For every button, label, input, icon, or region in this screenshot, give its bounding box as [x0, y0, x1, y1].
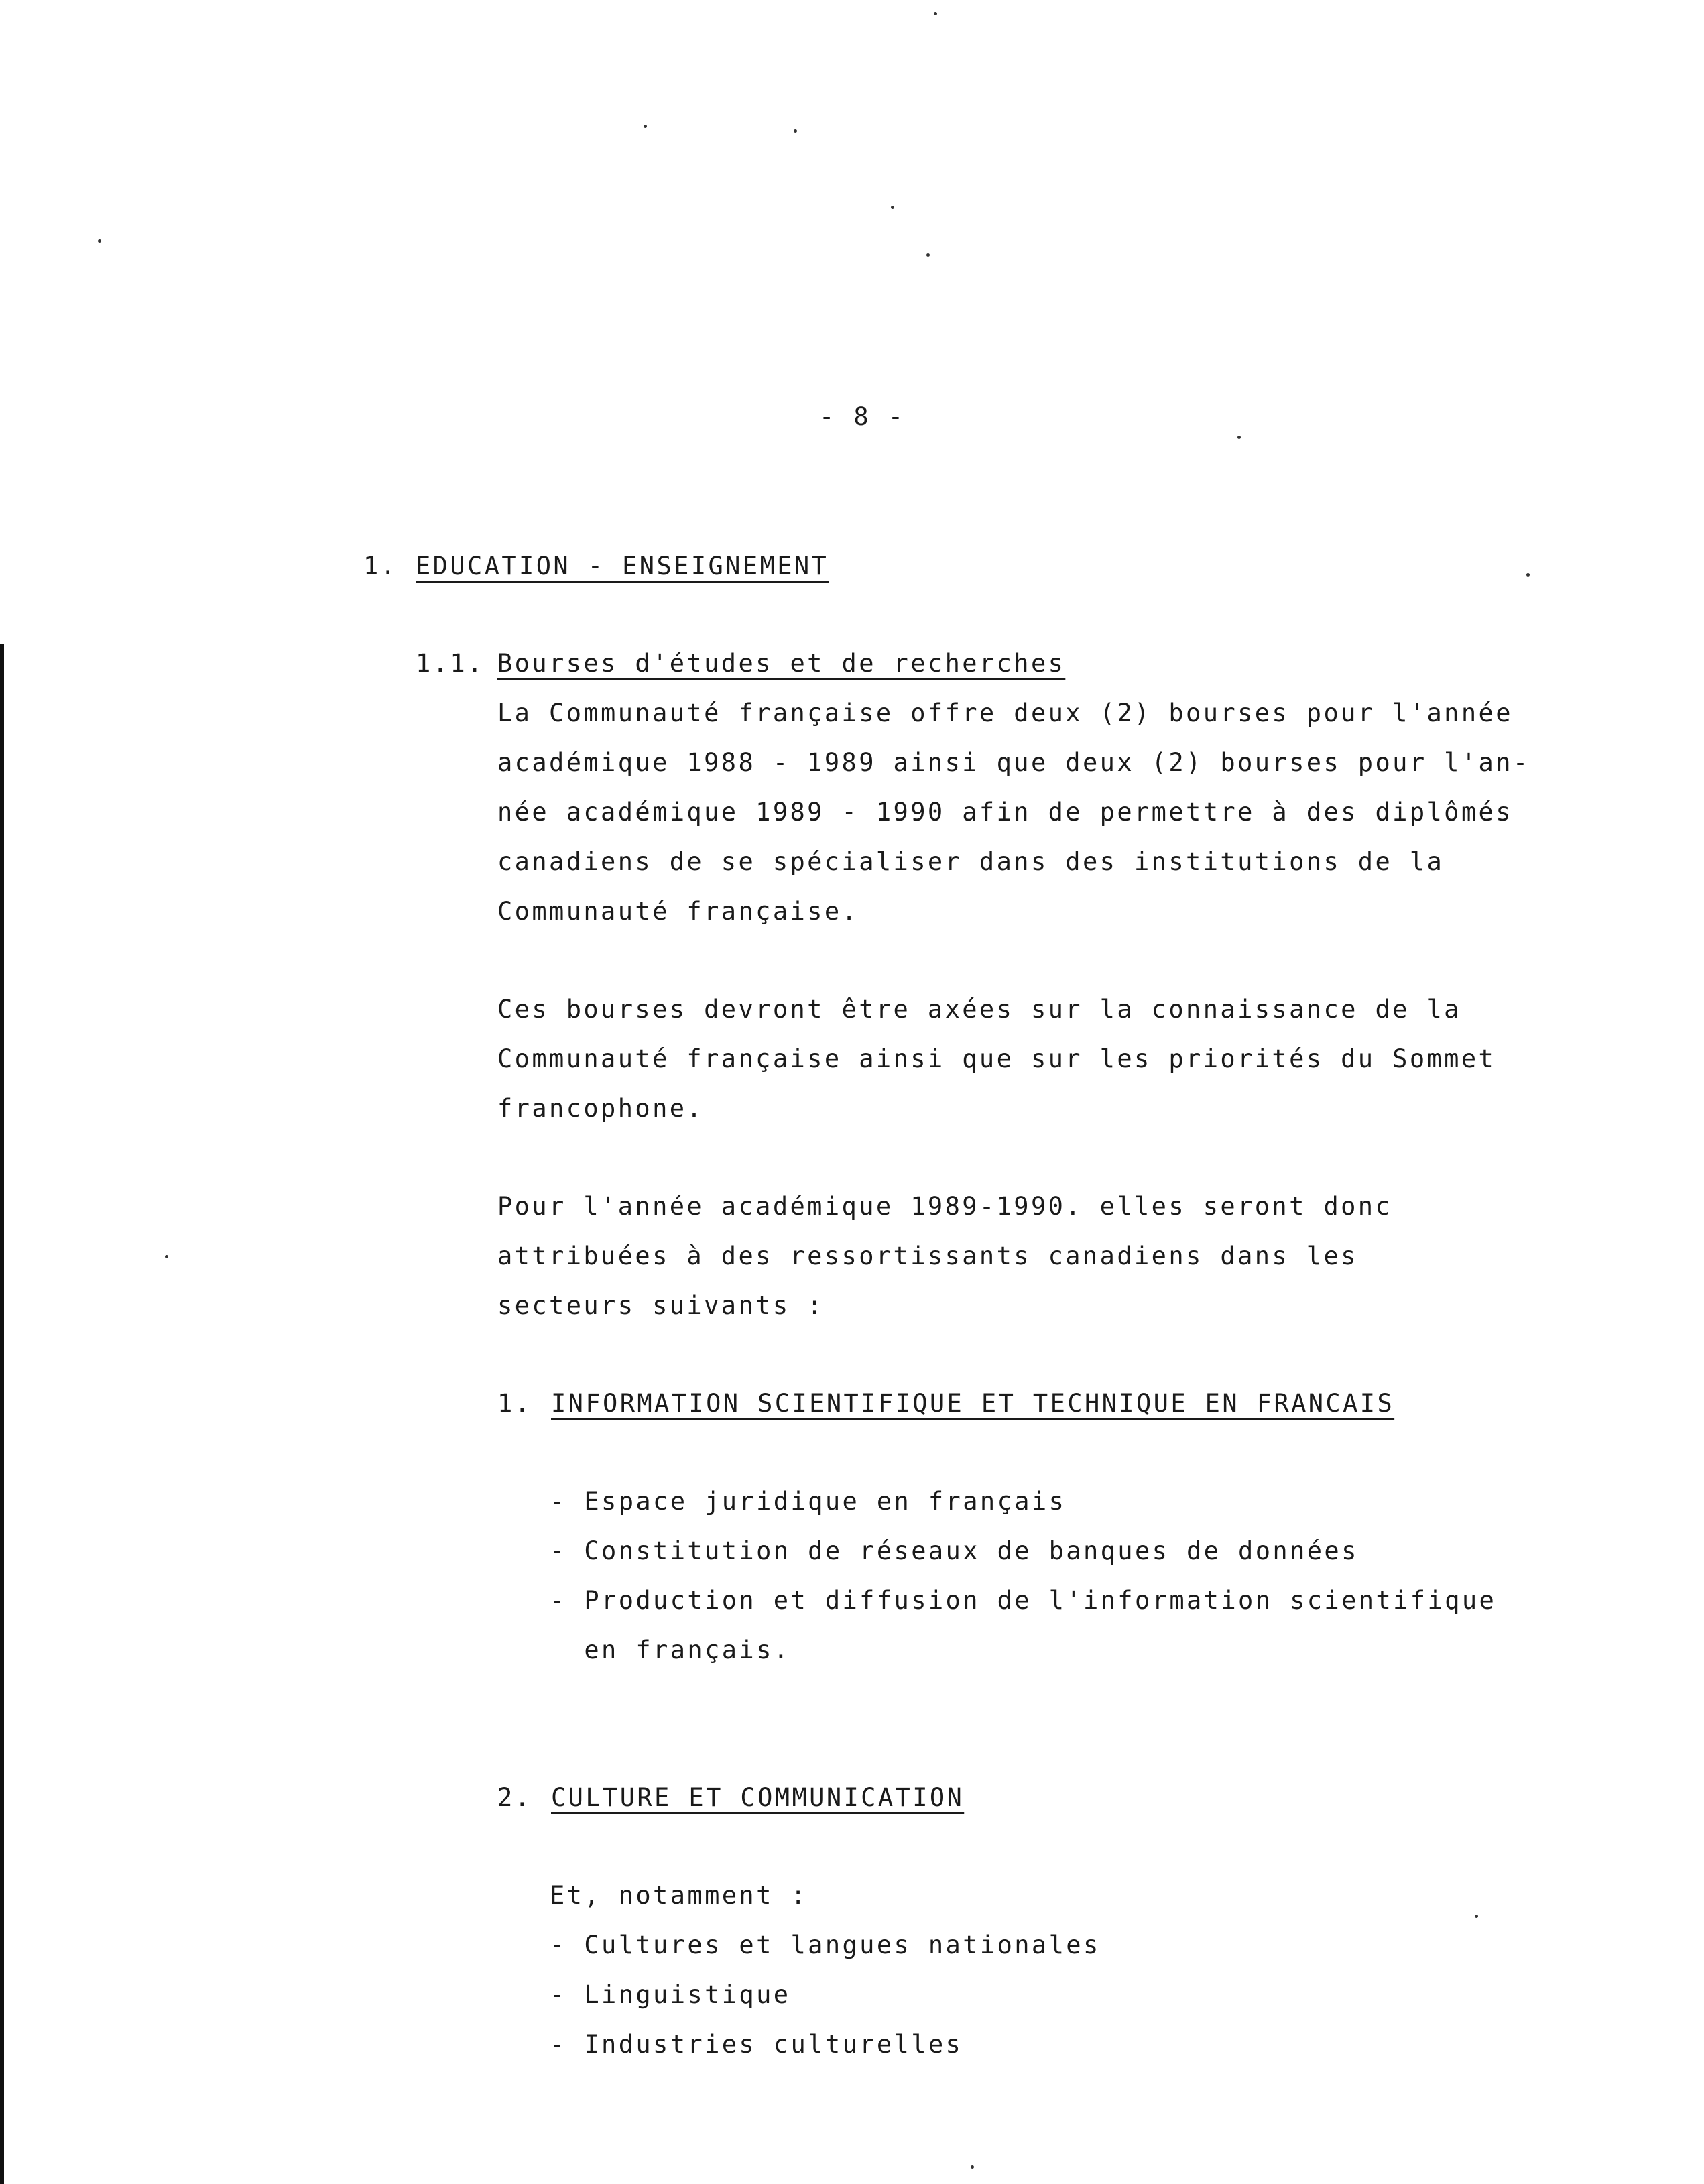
list-item: - Production et diffusion de l'information scientifique	[550, 1586, 1497, 1615]
sector-number: 1.	[497, 1389, 532, 1418]
list-item: - Linguistique	[550, 1980, 791, 2009]
section-title: EDUCATION - ENSEIGNEMENT	[416, 552, 829, 581]
paragraph-line: secteurs suivants :	[497, 1291, 825, 1320]
scan-speck	[891, 206, 894, 209]
paragraph-line: Pour l'année académique 1989-1990. elles seront donc	[497, 1192, 1393, 1221]
paragraph-line: Ces bourses devront être axées sur la connaissance de la	[497, 995, 1461, 1024]
subsection-title: Bourses d'études et de recherches	[497, 649, 1066, 678]
scan-speck	[971, 2165, 974, 2169]
paragraph-line: canadiens de se spécialiser dans des institutions de la	[497, 847, 1445, 876]
paragraph-line: Communauté française.	[497, 897, 859, 926]
scan-edge-line	[0, 644, 4, 2184]
paragraph-line: Communauté française ainsi que sur les priorités du Sommet	[497, 1044, 1496, 1073]
list-item: - Constitution de réseaux de banques de données	[550, 1536, 1359, 1565]
list-item: - Cultures et langues nationales	[550, 1931, 1101, 1959]
subsection-number: 1.1.	[416, 649, 485, 678]
sector-number: 2.	[497, 1783, 532, 1812]
list-item: - Espace juridique en français	[550, 1487, 1067, 1516]
scan-speck	[794, 129, 797, 133]
scan-speck	[926, 253, 930, 257]
paragraph-line: née académique 1989 - 1990 afin de permettre à des diplômés	[497, 798, 1513, 827]
paragraph-line: La Communauté française offre deux (2) bourses pour l'année	[497, 699, 1513, 727]
page-number: - 8 -	[819, 402, 906, 431]
list-item: en français.	[550, 1636, 791, 1664]
scan-speck	[1475, 1915, 1478, 1918]
scan-speck	[1526, 573, 1530, 577]
scan-speck	[98, 239, 101, 243]
paragraph-line: francophone.	[497, 1094, 705, 1123]
scan-speck	[165, 1255, 168, 1258]
sector-intro: Et, notamment :	[550, 1881, 808, 1910]
scan-speck	[1237, 436, 1241, 439]
scan-speck	[644, 125, 647, 128]
section-number: 1.	[363, 552, 398, 581]
sector-title: INFORMATION SCIENTIFIQUE ET TECHNIQUE EN FRANCAIS	[551, 1389, 1395, 1418]
scan-speck	[934, 12, 937, 15]
paragraph-line: académique 1988 - 1989 ainsi que deux (2) bourses pour l'an-	[497, 748, 1530, 777]
list-item: - Industries culturelles	[550, 2030, 963, 2059]
sector-title: CULTURE ET COMMUNICATION	[551, 1783, 965, 1812]
paragraph-line: attribuées à des ressortissants canadiens dans les	[497, 1241, 1358, 1270]
